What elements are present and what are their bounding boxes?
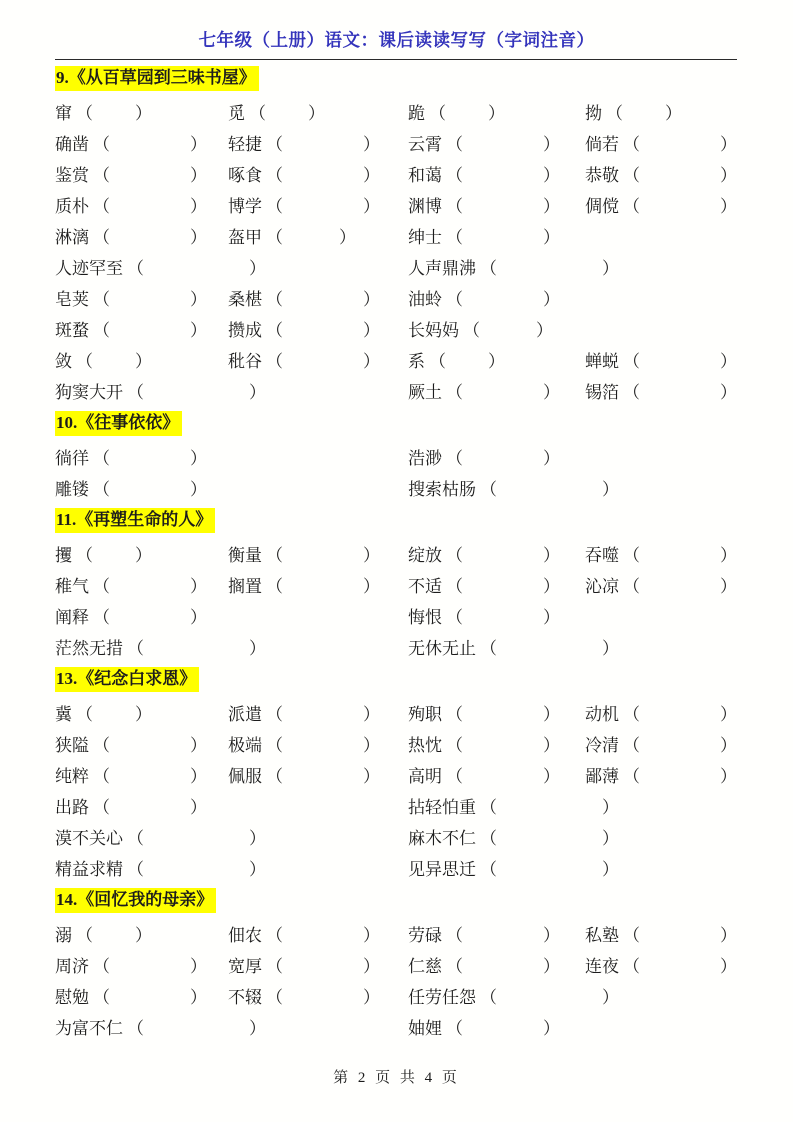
vocab-item [55,98,152,129]
vocab-item [228,761,380,792]
vocab-item [55,699,152,730]
vocab-item [228,284,380,315]
pinyin-blank: （ ） [623,546,737,565]
vocab-item [408,540,560,571]
pinyin-blank: （ ） [480,480,619,499]
vocab-word: 私塾 [585,926,619,945]
pinyin-blank: （ ） [266,166,380,185]
vocab-item [228,315,380,346]
pinyin-blank: （ ） [623,197,737,216]
vocab-word: 宽厚 [228,957,262,976]
pinyin-blank: （ ） [446,197,560,216]
section-heading [55,408,755,443]
pinyin-blank: （ ） [127,639,266,658]
vocab-item [228,222,356,253]
pinyin-blank: （ ） [266,321,380,340]
vocab-item [55,346,152,377]
pinyin-blank: （ ） [429,352,505,371]
pinyin-blank: （ ） [266,352,380,371]
vocab-item [55,761,207,792]
pinyin-blank: （ ） [446,166,560,185]
vocab-word: 啄食 [228,166,262,185]
vocab-item [228,571,380,602]
vocab-item [55,222,207,253]
pinyin-blank: （ ） [480,829,619,848]
vocab-word: 吞噬 [585,546,619,565]
vocab-item [585,571,737,602]
vocab-item [408,951,560,982]
vocab-item [55,982,207,1013]
vocab-row [55,792,755,823]
vocab-word: 跪 [408,104,425,123]
pinyin-blank: （ ） [93,290,207,309]
vocab-row [55,761,755,792]
page-title: 七年级（上册）语文：课后读读写写（字词注音） [198,30,595,50]
vocab-word: 茫然无措 [55,639,123,658]
vocab-word: 慰勉 [55,988,89,1007]
vocab-item [408,284,560,315]
vocab-item [228,160,380,191]
vocab-item [408,761,560,792]
pinyin-blank: （ ） [480,798,619,817]
vocab-item [408,474,619,505]
pinyin-blank: （ ） [446,383,560,402]
vocab-item [55,951,207,982]
pinyin-blank: （ ） [480,988,619,1007]
vocab-word: 漠不关心 [55,829,123,848]
vocab-item [585,761,737,792]
vocab-item [408,129,560,160]
vocab-word: 劳碌 [408,926,442,945]
vocab-row [55,540,755,571]
vocab-word: 狭隘 [55,736,89,755]
vocab-item [55,602,207,633]
vocab-word: 精益求精 [55,860,123,879]
pinyin-blank: （ ） [623,767,737,786]
vocab-word: 雕镂 [55,480,89,499]
vocab-word: 倜傥 [585,197,619,216]
vocab-row [55,474,755,505]
pinyin-blank: （ ） [127,259,266,278]
vocab-word: 不辍 [228,988,262,1007]
pinyin-blank: （ ） [127,383,266,402]
pinyin-blank: （ ） [429,104,505,123]
pinyin-blank: （ ） [266,228,356,247]
pinyin-blank: （ ） [463,321,553,340]
pinyin-blank: （ ） [93,166,207,185]
vocab-item [408,253,619,284]
vocab-word: 热忱 [408,736,442,755]
vocab-word: 质朴 [55,197,89,216]
pinyin-blank: （ ） [76,104,152,123]
vocab-item [228,191,380,222]
pinyin-blank: （ ） [76,926,152,945]
vocab-item [55,253,266,284]
vocab-word: 攒成 [228,321,262,340]
vocab-word: 人声鼎沸 [408,259,476,278]
pinyin-blank: （ ） [446,957,560,976]
vocab-word: 油蛉 [408,290,442,309]
vocab-item [55,540,152,571]
vocab-item [585,920,737,951]
vocab-word: 绽放 [408,546,442,565]
vocab-word: 连夜 [585,957,619,976]
pinyin-blank: （ ） [76,705,152,724]
vocab-item [585,191,737,222]
vocab-word: 浩渺 [408,449,442,468]
pinyin-blank: （ ） [93,736,207,755]
vocab-item [585,98,682,129]
vocab-item [585,346,737,377]
vocab-row [55,633,755,664]
vocab-word: 徜徉 [55,449,89,468]
vocab-row [55,951,755,982]
pinyin-blank: （ ） [623,957,737,976]
vocab-item [55,823,266,854]
vocab-word: 狗窦大开 [55,383,123,402]
vocab-word: 长妈妈 [408,321,459,340]
pinyin-blank: （ ） [266,705,380,724]
vocab-row [55,730,755,761]
vocab-word: 悔恨 [408,608,442,627]
pinyin-blank: （ ） [446,449,560,468]
vocab-word: 倘若 [585,135,619,154]
vocab-row [55,1013,755,1044]
vocab-word: 麻木不仁 [408,829,476,848]
vocab-word: 动机 [585,705,619,724]
pinyin-blank: （ ） [127,860,266,879]
vocab-item [585,540,737,571]
vocab-word: 拗 [585,104,602,123]
header-divider [55,59,737,60]
vocab-word: 鄙薄 [585,767,619,786]
vocab-word: 系 [408,352,425,371]
vocab-word: 确凿 [55,135,89,154]
vocab-row [55,571,755,602]
pinyin-blank: （ ） [93,449,207,468]
vocab-word: 搜索枯肠 [408,480,476,499]
vocab-item [408,792,619,823]
pinyin-blank: （ ） [266,197,380,216]
vocab-item [408,571,560,602]
vocab-row [55,160,755,191]
worksheet-content [55,63,755,1044]
vocab-word: 周济 [55,957,89,976]
pinyin-blank: （ ） [93,480,207,499]
vocab-item [55,315,207,346]
vocab-word: 极端 [228,736,262,755]
vocab-word: 和蔼 [408,166,442,185]
pinyin-blank: （ ） [446,546,560,565]
section-heading [55,885,755,920]
vocab-word: 斑蝥 [55,321,89,340]
vocab-word: 任劳任怨 [408,988,476,1007]
vocab-row [55,982,755,1013]
vocab-word: 仁慈 [408,957,442,976]
vocab-item [55,1013,266,1044]
pinyin-blank: （ ） [623,166,737,185]
vocab-word: 稚气 [55,577,89,596]
section-heading-text: 10.《往事依依》 [55,411,182,436]
vocab-item [408,730,560,761]
vocab-item [55,377,266,408]
vocab-word: 锡箔 [585,383,619,402]
vocab-item [55,854,266,885]
pinyin-blank: （ ） [93,577,207,596]
page-number: 第 2 页 共 4 页 [333,1070,460,1086]
pinyin-blank: （ ） [266,135,380,154]
vocab-item [408,346,505,377]
vocab-word: 出路 [55,798,89,817]
pinyin-blank: （ ） [623,705,737,724]
vocab-word: 敛 [55,352,72,371]
vocab-item [408,823,619,854]
pinyin-blank: （ ） [93,135,207,154]
vocab-item [228,540,380,571]
pinyin-blank: （ ） [93,608,207,627]
vocab-item [228,699,380,730]
pinyin-blank: （ ） [480,860,619,879]
pinyin-blank: （ ） [266,577,380,596]
vocab-word: 拈轻怕重 [408,798,476,817]
vocab-word: 无休无止 [408,639,476,658]
pinyin-blank: （ ） [623,383,737,402]
vocab-word: 见异思迁 [408,860,476,879]
pinyin-blank: （ ） [93,228,207,247]
vocab-item [55,474,207,505]
vocab-item [55,191,207,222]
vocab-word: 沁凉 [585,577,619,596]
vocab-word: 殉职 [408,705,442,724]
vocab-word: 衡量 [228,546,262,565]
vocab-item [55,730,207,761]
pinyin-blank: （ ） [623,352,737,371]
vocab-item [408,160,560,191]
vocab-word: 冷清 [585,736,619,755]
vocab-row [55,920,755,951]
vocab-row [55,377,755,408]
vocab-item [408,699,560,730]
vocab-item [228,98,325,129]
vocab-item [228,730,380,761]
section-heading [55,63,755,98]
pinyin-blank: （ ） [446,1019,560,1038]
vocab-row [55,346,755,377]
vocab-item [408,982,619,1013]
vocab-item [55,284,207,315]
pinyin-blank: （ ） [266,290,380,309]
vocab-item [55,129,207,160]
pinyin-blank: （ ） [446,767,560,786]
vocab-item [585,377,737,408]
vocab-word: 蝉蜕 [585,352,619,371]
pinyin-blank: （ ） [93,957,207,976]
vocab-row [55,284,755,315]
pinyin-blank: （ ） [266,988,380,1007]
vocab-item [408,443,560,474]
vocab-item [408,315,553,346]
pinyin-blank: （ ） [266,736,380,755]
vocab-row [55,129,755,160]
vocab-item [55,920,152,951]
vocab-item [585,699,737,730]
vocab-word: 绅士 [408,228,442,247]
pinyin-blank: （ ） [93,321,207,340]
vocab-word: 淋漓 [55,228,89,247]
pinyin-blank: （ ） [446,705,560,724]
vocab-word: 高明 [408,767,442,786]
vocab-word: 恭敬 [585,166,619,185]
pinyin-blank: （ ） [446,290,560,309]
vocab-row [55,191,755,222]
vocab-word: 鉴赏 [55,166,89,185]
pinyin-blank: （ ） [623,736,737,755]
vocab-item [585,160,737,191]
vocab-item [55,792,207,823]
vocab-item [228,346,380,377]
pinyin-blank: （ ） [606,104,682,123]
vocab-item [585,951,737,982]
vocab-word: 妯娌 [408,1019,442,1038]
vocab-word: 人迹罕至 [55,259,123,278]
vocab-word: 阐释 [55,608,89,627]
vocab-item [408,920,560,951]
pinyin-blank: （ ） [76,352,152,371]
vocab-word: 窜 [55,104,72,123]
pinyin-blank: （ ） [266,767,380,786]
section-heading-text: 9.《从百草园到三味书屋》 [55,66,259,91]
vocab-item [408,377,560,408]
vocab-word: 派遣 [228,705,262,724]
pinyin-blank: （ ） [480,259,619,278]
vocab-item [585,129,737,160]
vocab-item [408,602,560,633]
pinyin-blank: （ ） [446,736,560,755]
vocab-item [228,982,380,1013]
vocab-item [408,633,619,664]
section-heading-text: 13.《纪念白求恩》 [55,667,199,692]
pinyin-blank: （ ） [446,577,560,596]
pinyin-blank: （ ） [480,639,619,658]
section-heading [55,505,755,540]
vocab-word: 冀 [55,705,72,724]
pinyin-blank: （ ） [93,798,207,817]
vocab-item [55,633,266,664]
section-heading-text: 11.《再塑生命的人》 [55,508,215,533]
pinyin-blank: （ ） [446,228,560,247]
vocab-word: 不适 [408,577,442,596]
vocab-word: 渊博 [408,197,442,216]
section-heading [55,664,755,699]
vocab-item [408,222,560,253]
vocab-item [55,160,207,191]
vocab-row [55,443,755,474]
pinyin-blank: （ ） [93,988,207,1007]
vocab-item [55,443,207,474]
vocab-word: 为富不仁 [55,1019,123,1038]
pinyin-blank: （ ） [623,577,737,596]
vocab-word: 轻捷 [228,135,262,154]
pinyin-blank: （ ） [446,135,560,154]
vocab-row [55,699,755,730]
vocab-word: 攫 [55,546,72,565]
vocab-word: 搁置 [228,577,262,596]
vocab-word: 盔甲 [228,228,262,247]
vocab-item [408,1013,560,1044]
vocab-item [408,854,619,885]
pinyin-blank: （ ） [623,926,737,945]
vocab-row [55,823,755,854]
vocab-word: 觅 [228,104,245,123]
pinyin-blank: （ ） [623,135,737,154]
section-heading-text: 14.《回忆我的母亲》 [55,888,216,913]
vocab-word: 皂荚 [55,290,89,309]
vocab-word: 秕谷 [228,352,262,371]
pinyin-blank: （ ） [266,926,380,945]
vocab-word: 桑椹 [228,290,262,309]
pinyin-blank: （ ） [93,197,207,216]
pinyin-blank: （ ） [76,546,152,565]
vocab-row [55,222,755,253]
vocab-word: 博学 [228,197,262,216]
vocab-row [55,315,755,346]
vocab-item [408,191,560,222]
vocab-row [55,854,755,885]
pinyin-blank: （ ） [93,767,207,786]
pinyin-blank: （ ） [446,926,560,945]
vocab-item [228,951,380,982]
vocab-word: 佃农 [228,926,262,945]
vocab-word: 纯粹 [55,767,89,786]
pinyin-blank: （ ） [127,829,266,848]
vocab-word: 溺 [55,926,72,945]
vocab-word: 佩服 [228,767,262,786]
pinyin-blank: （ ） [127,1019,266,1038]
pinyin-blank: （ ） [249,104,325,123]
vocab-row [55,98,755,129]
vocab-word: 厥土 [408,383,442,402]
vocab-row [55,602,755,633]
vocab-item [228,129,380,160]
pinyin-blank: （ ） [266,546,380,565]
pinyin-blank: （ ） [446,608,560,627]
vocab-item [585,730,737,761]
pinyin-blank: （ ） [266,957,380,976]
vocab-word: 云霄 [408,135,442,154]
vocab-item [228,920,380,951]
vocab-row [55,253,755,284]
vocab-item [55,571,207,602]
vocab-item [408,98,505,129]
